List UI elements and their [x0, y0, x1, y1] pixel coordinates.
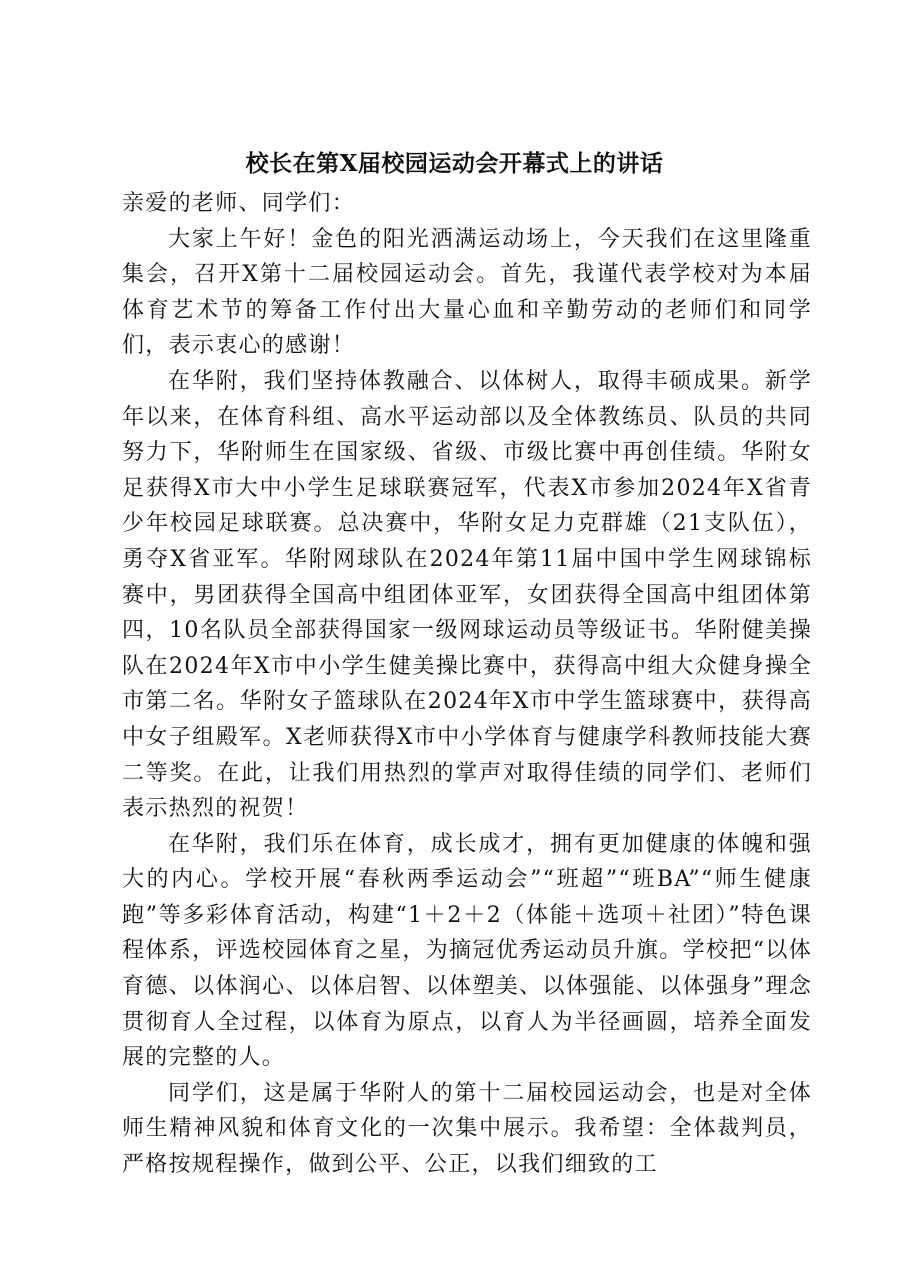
- paragraph-greeting: 大家上午好！金色的阳光洒满运动场上，今天我们在这里隆重集会，召开X第十二届校园运动会。首先，我谨代表学校对为本届体育艺术节的筹备工作付出大量心血和辛勤劳动的老师们和同学们，表示衷心的感谢！: [122, 226, 812, 359]
- document-body: [122, 186, 812, 1183]
- paragraph-achievements: 在华附，我们坚持体教融合、以体树人，取得丰硕成果。新学年以来，在体育科组、高水平运动部以及全体教练员、队员的共同努力下，华附师生在国家级、省级、市级比赛中再创佳绩。华附女足获得X市大中小学生足球联赛冠军，代表X市参加2024年X省青少年校园足球联赛。总决赛中，华附女足力克群雄（21支队伍），勇夺X省亚军。华附网球队在2024年第11届中国中学生网球锦标赛中，男团获得全国高中组团体亚军，女团获得全国高中组团体第四，10名队员全部获得国家一级网球运动员等级证书。华附健美操队在2024年X市中小学生健美操比赛中，获得高中组大众健身操全市第二名。华附女子篮球队在2024年X市中学生篮球赛中，获得高中女子组殿军。X老师获得X市中小学体育与健康学科教师技能大赛二等奖。在此，让我们用热烈的掌声对取得佳绩的同学们、老师们表示热烈的祝贺！: [122, 368, 812, 822]
- paragraph-sports-culture: 在华附，我们乐在体育，成长成才，拥有更加健康的体魄和强大的内心。学校开展“春秋两季运动会”“班超”“班BA”“师生健康跑”等多彩体育活动，构建“1＋2＋2（体能＋选项＋社团）”特色课程体系，评选校园体育之星，为摘冠优秀运动员升旗。学校把“以体育德、以体润心、以体启智、以体塑美、以体强能、以体强身”理念贯彻育人全过程，以体育为原点，以育人为半径画圆，培养全面发展的完整的人。: [122, 831, 812, 1071]
- document-title: 校长在第X届校园运动会开幕式上的讲话: [245, 150, 664, 177]
- paragraph-expectations: 同学们，这是属于华附人的第十二届校园运动会，也是对全体师生精神风貌和体育文化的一次集中展示。我希望：全体裁判员，严格按规程操作，做到公平、公正，以我们细致的工: [122, 1080, 812, 1178]
- salutation: 亲爱的老师、同学们：: [122, 191, 356, 216]
